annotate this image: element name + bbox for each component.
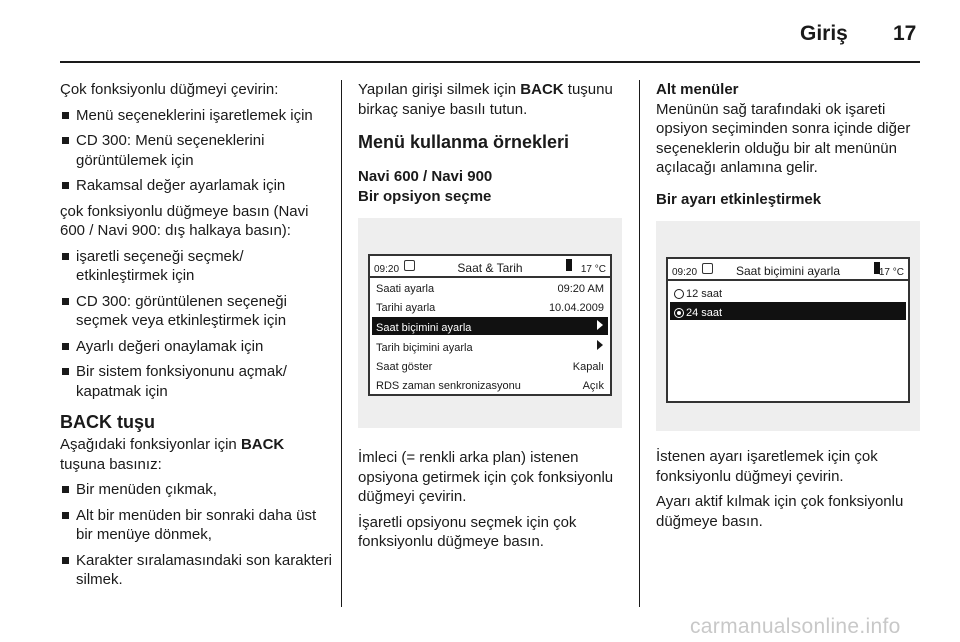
status-bar — [370, 256, 610, 278]
column-2 — [358, 80, 622, 558]
page-header — [0, 0, 960, 62]
display-screen — [368, 254, 612, 396]
turn-knob-list — [60, 106, 332, 196]
column-1 — [60, 80, 332, 596]
menu-row[interactable]: RDS zaman senkronizasyonu Açık — [376, 380, 604, 392]
menu-row[interactable]: Tarihi ayarla 10.04.2009 — [376, 302, 604, 314]
section-heading: Menü kullanma örnekleri — [358, 132, 570, 152]
list-item: Rakamsal değer ayarlamak için — [60, 176, 332, 196]
radio-checked-icon — [674, 308, 684, 318]
submenu-arrow-icon — [597, 340, 603, 350]
submenu-arrow-icon — [597, 320, 603, 330]
press-knob-list — [60, 247, 332, 402]
list-item: Bir sistem fonksiyonunu açmak/ kapatmak için — [60, 362, 332, 401]
submenus-heading: Alt menüler — [656, 81, 739, 98]
check-icon — [702, 263, 713, 274]
list-item: Karakter sıralamasındaki son karakteri silmek. — [60, 551, 332, 590]
back-intro: Aşağıdaki fonksiyonlar için BACK tuşuna basınız: — [60, 436, 285, 473]
menu-screenshot — [358, 218, 622, 428]
temperature: 17 °C — [878, 267, 904, 278]
list-item: CD 300: Menü seçeneklerini görüntülemek için — [60, 131, 332, 170]
radio-empty-icon — [674, 289, 684, 299]
activate-setting-subheading: Bir ayarı etkinleştirmek — [656, 190, 822, 208]
back-heading: BACK tuşu — [60, 412, 155, 432]
column-divider — [639, 80, 640, 607]
page-title: Giriş — [800, 22, 848, 45]
list-item: CD 300: görüntülenen seçeneği seçmek veya etkinleştirmek için — [60, 292, 332, 331]
temperature: 17 °C — [580, 264, 606, 275]
display-screen — [666, 257, 910, 403]
highlight-instruction: İstenen ayarı işaretlemek için çok fonksiyonlu düğmeyi çevirin. — [656, 448, 878, 485]
screen-title: Saat biçimini ayarla — [735, 264, 841, 278]
column-divider — [341, 80, 342, 607]
status-bar — [668, 259, 908, 281]
list-item: Bir menüden çıkmak, — [60, 480, 332, 500]
clock-time: 09:20 — [672, 267, 698, 278]
menu-row-selected[interactable]: Saat biçimini ayarla — [372, 317, 608, 335]
menu-row[interactable]: Saat göster Kapalı — [376, 361, 604, 373]
settings-screenshot — [656, 221, 920, 431]
header-rule — [60, 61, 920, 63]
check-icon — [404, 260, 415, 271]
cursor-instruction: İmleci (= renkli arka plan) istenen opsiyona getirmek için çok fonksiyonlu düğmeyi çevirin. — [358, 449, 614, 505]
phone-icon — [566, 259, 572, 271]
back-list — [60, 480, 332, 590]
list-item: Menü seçeneklerini işaretlemek için — [60, 106, 332, 126]
intro-text: Çok fonksiyonlu düğmeyi çevirin: — [60, 81, 279, 98]
clock-time: 09:20 — [374, 264, 400, 275]
select-option-subheading: Bir opsiyon seçme — [358, 187, 492, 205]
navi-subheading: Navi 600 / Navi 900 — [358, 168, 493, 185]
menu-row[interactable]: Saati ayarla 09:20 AM — [376, 283, 604, 295]
list-item: Alt bir menüden bir sonraki daha üst bir menüye dönmek, — [60, 506, 332, 545]
clear-entry-text: Yapılan girişi silmek için BACK tuşunu birkaç saniye basılı tutun. — [358, 81, 613, 118]
list-item: işaretli seçeneği seçmek/ etkinleştirmek için — [60, 247, 332, 286]
press-knob-text: çok fonksiyonlu düğmeye basın (Navi 600 / Navi 900: dış halkaya basın): — [60, 202, 309, 239]
menu-row[interactable]: Tarih biçimini ayarla — [372, 337, 608, 355]
column-3 — [656, 80, 928, 537]
submenus-text: Menünün sağ tarafındaki ok işareti opsiyon seçiminden sonra içinde diğer seçeneklerin olduğu bir alt menünün açılacağı anlamına gelir. — [656, 100, 911, 176]
page-number: 17 — [893, 22, 917, 45]
list-item: Ayarlı değeri onaylamak için — [60, 337, 332, 357]
screen-title: Saat & Tarih — [457, 261, 523, 275]
watermark: carmanualsonline.info — [690, 615, 901, 638]
radio-option[interactable]: 12 saat — [670, 283, 906, 301]
select-instruction: İşaretli opsiyonu seçmek için çok fonksiyonlu düğmeye basın. — [358, 513, 577, 550]
radio-option-selected[interactable]: 24 saat — [670, 302, 906, 320]
activate-instruction: Ayarı aktif kılmak için çok fonksiyonlu düğmeye basın. — [656, 493, 904, 530]
